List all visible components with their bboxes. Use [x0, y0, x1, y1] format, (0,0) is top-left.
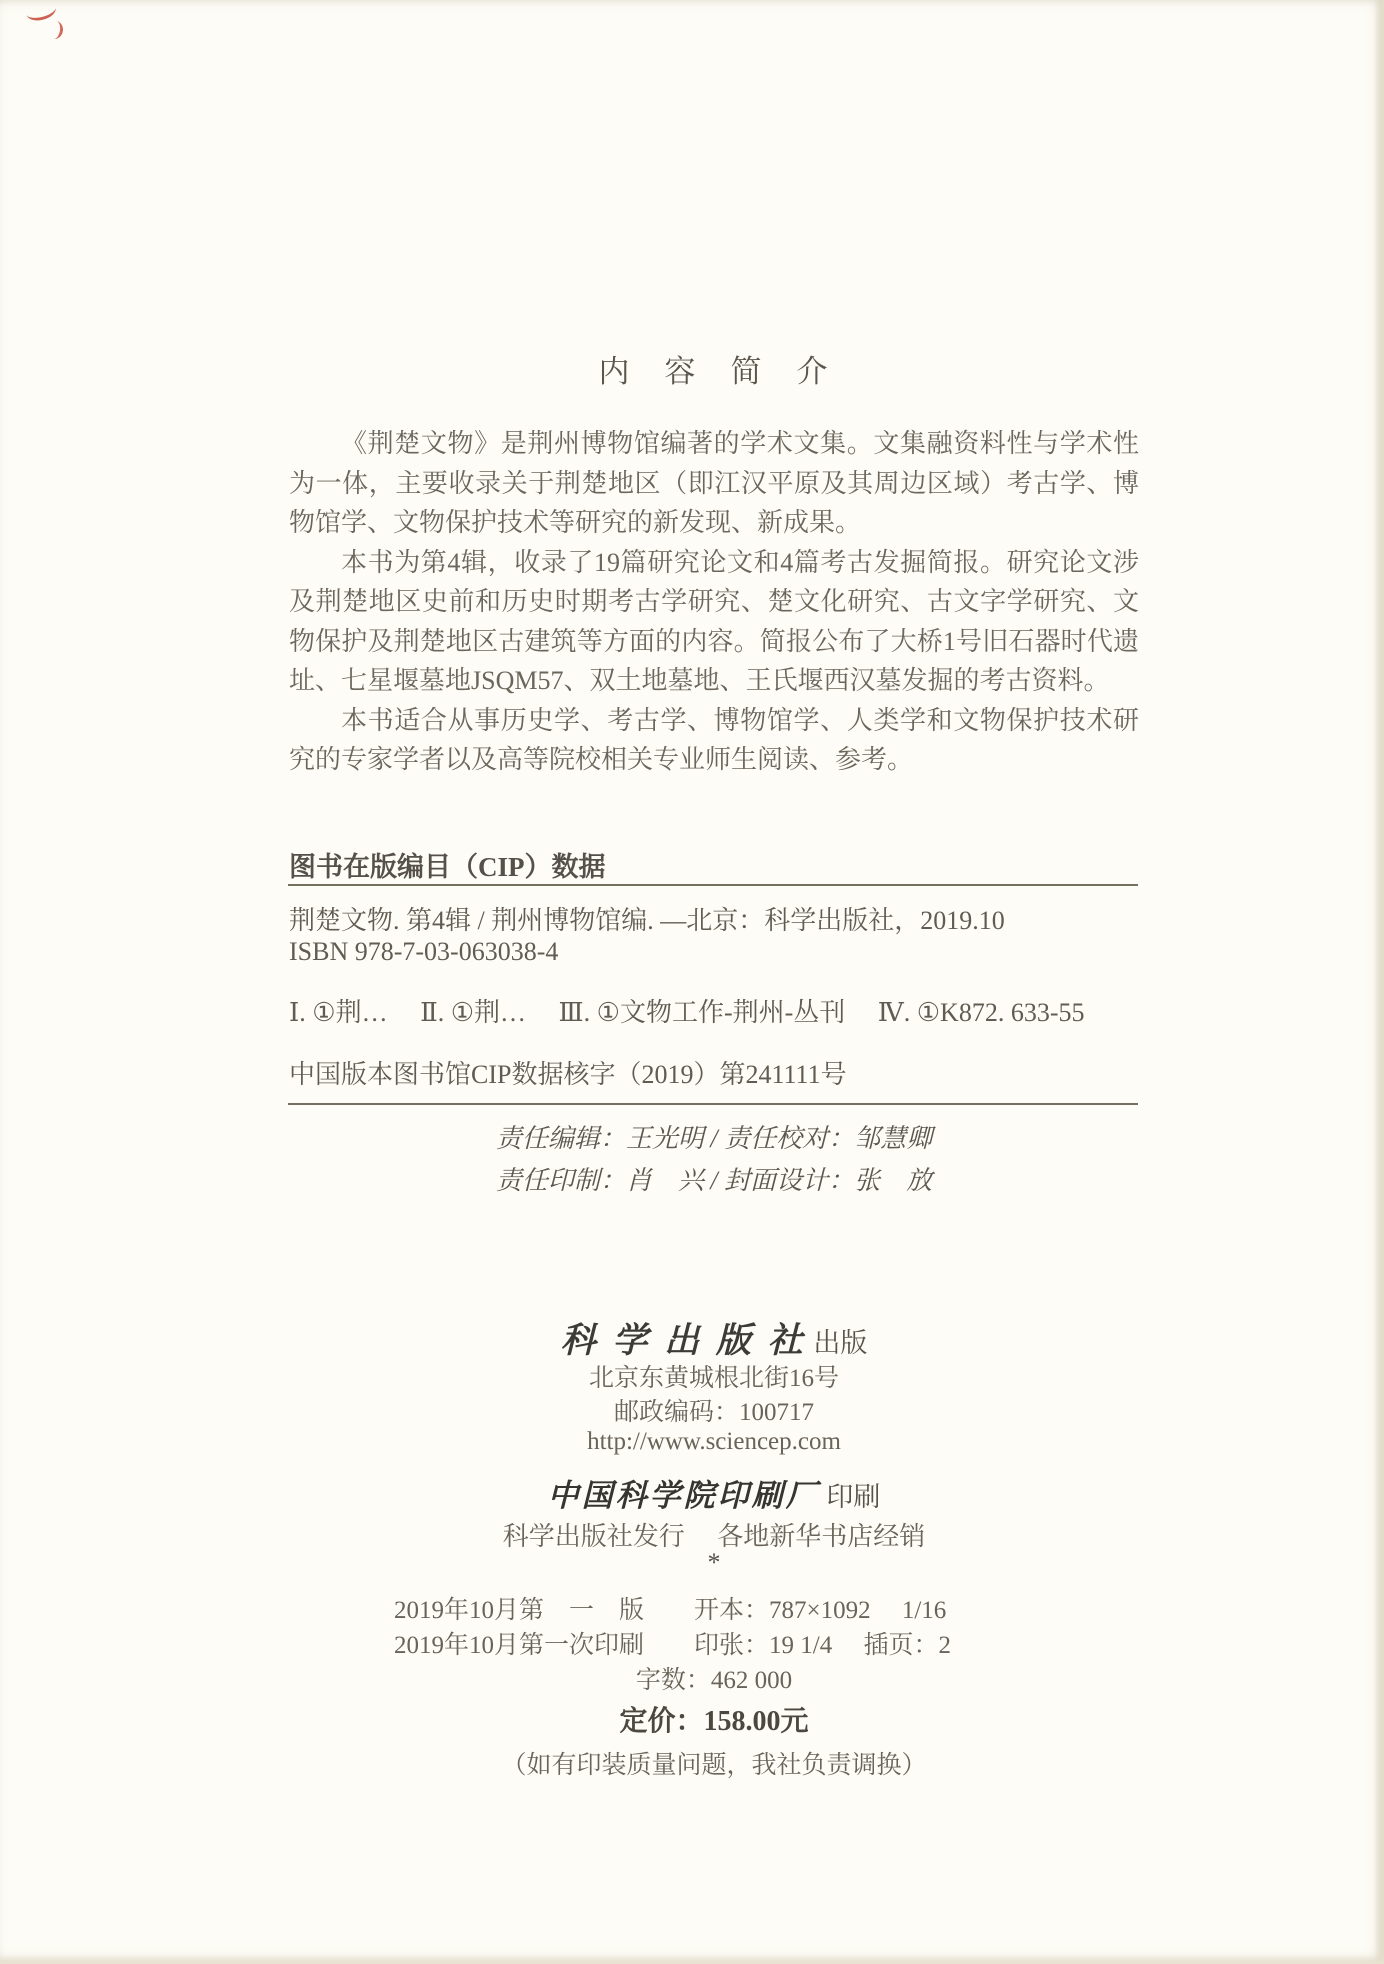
format-spec: 开本：787×1092 1/16	[694, 1597, 947, 1624]
summary-body	[289, 424, 1139, 780]
printer-line	[289, 1470, 1139, 1515]
asterisk-divider: *	[707, 1548, 721, 1577]
printing-row	[289, 1625, 1139, 1661]
publisher-logo-script: 科 学 出 版 社	[560, 1321, 807, 1360]
cip-classification: Ⅰ. ①荆… Ⅱ. ①荆… Ⅲ. ①文物工作-荆州-丛刊 Ⅳ. ①K872. 633-55	[289, 998, 1085, 1027]
cip-divider-bottom	[288, 1103, 1138, 1105]
scan-edge-bottom	[0, 1955, 1384, 1964]
staff-credits	[289, 1118, 1139, 1202]
printing-date: 2019年10月第一次印刷	[394, 1632, 645, 1659]
publisher-postcode: 邮政编码：100717	[613, 1399, 814, 1426]
distribution-line: 科学出版社发行 各地新华书店经销	[502, 1522, 926, 1551]
cip-header: 图书在版编目（CIP）数据	[289, 852, 606, 882]
credits-print-design: 责任印制：肖 兴 / 封面设计：张 放	[495, 1166, 933, 1195]
quality-note: （如有印装质量问题，我社负责调换）	[501, 1752, 927, 1779]
summary-paragraph: 《荆楚文物》是荆州博物馆编著的学术文集。文集融资料性与学术性为一体，主要收录关于荆楚地区（即江汉平原及其周边区域）考古学、博物馆学、文物保护技术等研究的新发现、新成果。	[289, 429, 1139, 537]
summary-paragraph: 本书为第4辑，收录了19篇研究论文和4篇考古发掘简报。研究论文涉及荆楚地区史前和历史时期考古学研究、楚文化研究、古文字学研究、文物保护及荆楚地区古建筑等方面的内容。简报公布了大桥1号旧石器时代遗址、七星堰墓地JSQM57、双土地墓地、王氏堰西汉墓发掘的考古资料。	[289, 547, 1139, 695]
red-pen-mark-icon	[24, 0, 57, 23]
edition-row	[289, 1590, 1139, 1626]
cip-title-line: 荆楚文物. 第4辑 / 荆州博物馆编. —北京：科学出版社，2019.10	[289, 906, 1005, 935]
printer-logo-script: 中国科学院印刷厂	[547, 1478, 820, 1513]
summary-title: 内 容 简 介	[598, 354, 830, 389]
publisher-suffix: 出版	[806, 1328, 868, 1358]
cip-isbn: ISBN 978-7-03-063038-4	[289, 937, 559, 966]
publisher-line	[289, 1313, 1139, 1363]
cip-registry-number: 中国版本图书馆CIP数据核字（2019）第241111号	[289, 1060, 847, 1089]
edition-date: 2019年10月第 一 版	[394, 1597, 645, 1624]
publisher-website: http://www.sciencep.com	[587, 1428, 841, 1455]
word-count: 字数：462 000	[635, 1667, 793, 1694]
scan-edge-right	[1374, 0, 1384, 1964]
credits-editors: 责任编辑：王光明 / 责任校对：邹慧卿	[495, 1124, 933, 1153]
summary-paragraph: 本书适合从事历史学、考古学、博物馆学、人类学和文物保护技术研究的专家学者以及高等院校相关专业师生阅读、参考。	[289, 705, 1139, 774]
red-pen-mark-icon	[46, 20, 65, 40]
printer-suffix: 印刷	[819, 1482, 881, 1512]
sheets-inserts: 印张：19 1/4 插页：2	[694, 1632, 951, 1659]
publisher-address: 北京东黄城根北街16号	[588, 1365, 839, 1392]
cip-divider-top	[288, 884, 1138, 886]
price: 定价：158.00元	[619, 1706, 809, 1737]
